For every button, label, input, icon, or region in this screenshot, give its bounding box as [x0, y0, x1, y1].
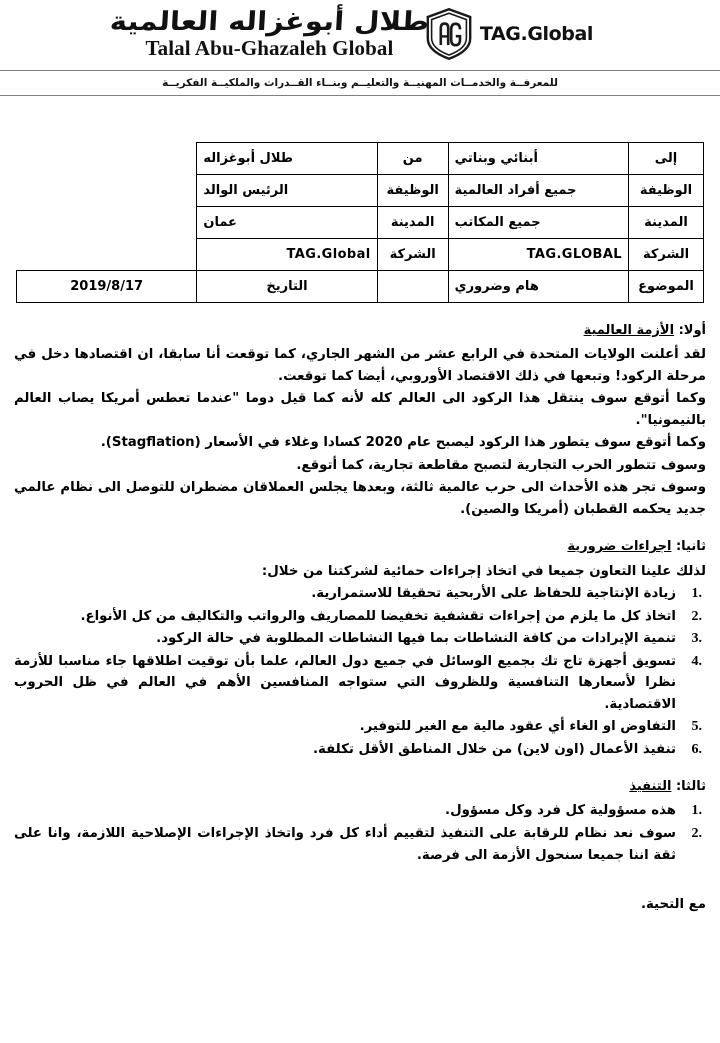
- section-title: الأزمة العالمية: [583, 323, 675, 338]
- brand-name-block: [109, 7, 430, 60]
- section-heading: [14, 537, 706, 557]
- section-paragraph: وكما أتوقع سوف يتطور هذا الركود ليصبح عام 2020 كسادا وغلاء في الأسعار (Stagflation).: [100, 435, 706, 451]
- memo-row-label-left: الشركة: [377, 239, 448, 271]
- memo-row-label-right: إلى: [629, 143, 704, 175]
- tag-shield-ag-monogram-icon: [426, 8, 472, 60]
- header-brand-row: [0, 6, 720, 66]
- memo-row-label-right: الوظيفة: [629, 175, 704, 207]
- header-divider-bottom: [0, 95, 720, 96]
- list-item: سوف نعد نظام للرقابة على التنفيذ لتقييم أداء كل فرد واتخاذ الإجراءات الإصلاحية اللازمة، وانا على ثقة اننا جميعا سنحول الأزمة الى فرصة.: [14, 825, 676, 863]
- memo-row-value-left: عمان: [197, 207, 377, 239]
- memo-row-filler-cell: [377, 271, 448, 303]
- section-paragraph: لذلك علينا التعاون جميعا في اتخاذ إجراءات حمائية لشركتنا من خلال:: [261, 563, 706, 579]
- memo-table-row: [17, 175, 704, 207]
- section-paragraph: وكما أتوقع سوف ينتقل هذا الركود الى العالم كله لأنه كما قيل دوما "عندما تعطس أمريكا يصاب العالم بالنيمونيا".: [14, 391, 706, 428]
- list-item: زيادة الإنتاجية للحفاظ على الأربحية تحقيقا للاستمرارية.: [311, 586, 676, 602]
- list-item: تنمية الإيرادات من كافة النشاطات بما فيها النشاطات المطلوبة في حالة الركود.: [156, 631, 676, 647]
- list-item: تسويق أجهزة تاج تك بجميع الوسائل في جميع دول العالم، علما بأن توقيت اطلاقها جاء مناسبا للأزمة نظرا لأسعارها التنافسية وللظروف التي ستواجه المنافسين الأهم في العالم في ظل الحروب الاقتصادية.: [14, 653, 676, 712]
- section-ordinal: ثانيا:: [675, 539, 706, 555]
- section-spacer: [14, 761, 706, 777]
- memo-row-date-value: 2019/8/17: [17, 271, 197, 303]
- header-tagline: للمعرفــة والخدمــات المهنيــة والتعليــم وبنــاء القــدرات والملكيــة الفكريــة: [162, 77, 558, 89]
- memo-table-row: [17, 207, 704, 239]
- memo-row-value-right: أبنائي وبناتي: [448, 143, 628, 175]
- memo-table-row: [17, 271, 704, 303]
- memo-row-label-left: المدينة: [377, 207, 448, 239]
- section-paragraph: لقد أعلنت الولايات المتحدة في الرابع عشر من الشهر الجاري، كما توقعت أنا سابقا، ان اقتصادها دخل في مرحلة الركود! وتبعها في ذلك الاقتصاد الأوروبي، أيضا كما توقعت.: [14, 347, 706, 384]
- section-paragraph: وسوف تجر هذه الأحداث الى حرب عالمية ثالثة، وبعدها يجلس العملاقان مضطران للتوصل الى نظام عالمي جديد يحكمه القطبان (أمريكا والصين).: [14, 480, 706, 517]
- memo-row-value-right: TAG.GLOBAL: [448, 239, 628, 271]
- memo-row-value-left: طلال أبوغزاله: [197, 143, 377, 175]
- memo-row-label-right: الشركة: [629, 239, 704, 271]
- memo-row-value-right: جميع المكاتب: [448, 207, 628, 239]
- memo-row-label-right: الموضوع: [629, 271, 704, 303]
- section-paragraph: وسوف تتطور الحرب التجارية لتصبح مقاطعة تجارية، كما أتوقع.: [296, 457, 706, 473]
- memo-row-value-left: الرئيس الوالد: [197, 175, 377, 207]
- section-title: التنفيذ: [629, 779, 672, 795]
- section-heading: [14, 777, 706, 797]
- list-item: اتخاذ كل ما يلزم من إجراءات تقشفية تخفيضا للمصاريف والرواتب والتكاليف من كل الأنواع.: [80, 608, 676, 624]
- document-body: [14, 303, 706, 912]
- memo-row-label-left: من: [377, 143, 448, 175]
- brand-name-english: Talal Abu-Ghazaleh Global: [145, 36, 394, 60]
- section-ordinal: أولا:: [678, 323, 706, 338]
- section-title: اجراءات ضرورية: [567, 539, 672, 555]
- memo-row-label-left: التاريخ: [197, 271, 377, 303]
- section-ordinal: ثالثا:: [675, 779, 706, 795]
- section-heading: [14, 321, 706, 341]
- document-header: [0, 0, 720, 96]
- memo-header-table-wrapper: [16, 142, 704, 303]
- closing-salutation: مع التحية.: [640, 897, 706, 913]
- memo-table-row: [17, 239, 704, 271]
- list-item: تنفيذ الأعمال (اون لاين) من خلال المناطق الأقل تكلفة.: [313, 741, 676, 757]
- closing-spacer: [14, 867, 706, 897]
- memo-table-row: [17, 143, 704, 175]
- section-numbered-list: [14, 800, 706, 866]
- section-numbered-list: [14, 583, 706, 760]
- list-item: التفاوض او الغاء أي عقود مالية مع الغير للتوفير.: [359, 719, 676, 735]
- memo-row-value-right: هام وضروري: [448, 271, 628, 303]
- memo-row-label-right: المدينة: [629, 207, 704, 239]
- memo-row-label-left: الوظيفة: [377, 175, 448, 207]
- memo-header-table: [16, 142, 704, 303]
- brand-name-arabic: طلال أبوغزاله العالمية: [109, 7, 430, 37]
- memo-row-value-right: جميع أفراد العالمية: [448, 175, 628, 207]
- memo-row-value-left: TAG.Global: [197, 239, 377, 271]
- section-spacer: [14, 521, 706, 537]
- tag-global-wordmark: TAG.Global: [479, 23, 594, 45]
- list-item: هذه مسؤولية كل فرد وكل مسؤول.: [445, 803, 676, 819]
- tag-global-logo-lockup: [426, 8, 593, 60]
